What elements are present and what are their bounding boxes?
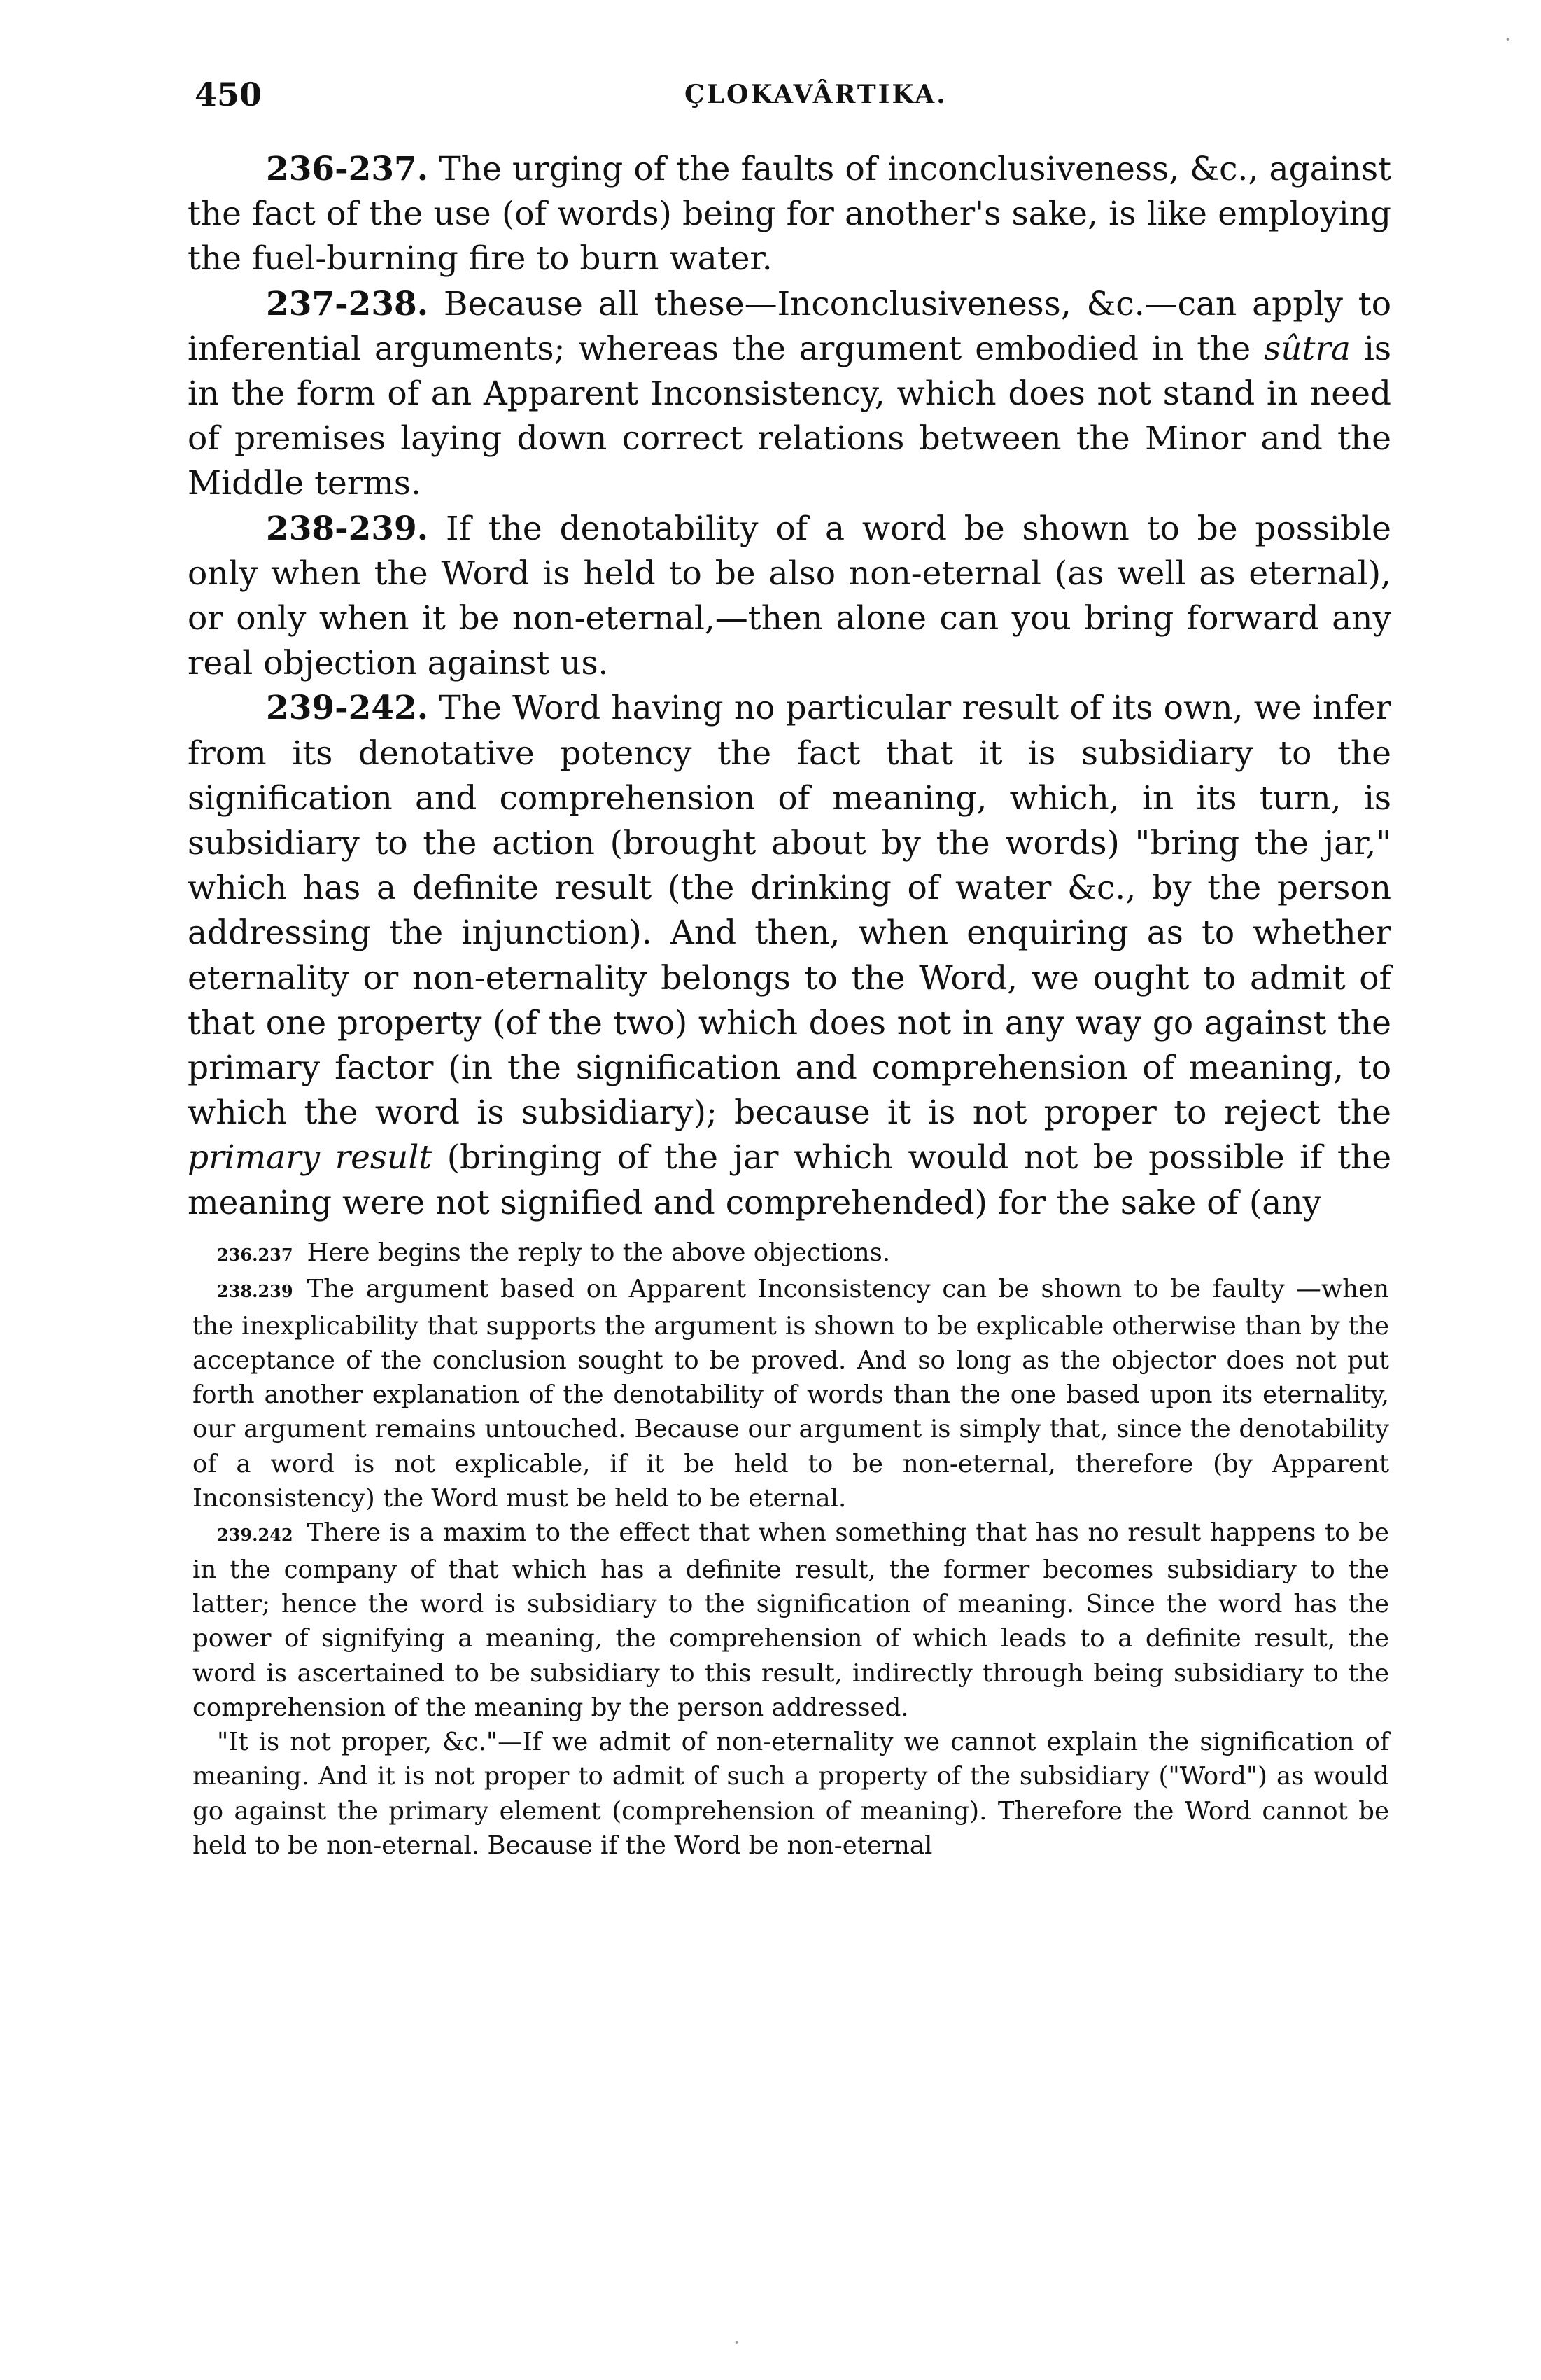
verse-paragraph: [188, 147, 1391, 282]
verse-text: is in the form of an Apparent Inconsistency, which does not stand in need of premises laying down correct relations between the Minor and the Middle terms.: [188, 329, 1392, 503]
verse-paragraph: [188, 282, 1391, 507]
verse-paragraph: [188, 686, 1391, 1225]
verse-text: The Word having no particular result of its own, we infer from its denotative potency the fact that it is subsidiary to the signification and comprehension of meaning, which, in its turn, is subsidiary to the action (brought about by the words) "bring the jar," which has a definite result (the drinking of water &c., by the person addressing the injunction). And then, when enquiring as to whether eternality or non-eternality belongs to the Word, we ought to admit of that one property (of the two) which does not in any way go against the primary factor (in the signification and comprehension of meaning, to which the word is subsidiary); because it is not proper to reject the: [188, 689, 1391, 1133]
footnote-number: 236.237: [217, 1245, 293, 1265]
page-header: [195, 76, 1384, 118]
footnote-text: Here begins the reply to the above objections.: [307, 1238, 891, 1267]
verse-text: The urging of the faults of inconclusiveness, &c., against the fact of the use (of words) being for another's sake, is like employing the fuel-burning fire to burn water.: [188, 150, 1391, 279]
italic-term: primary result: [188, 1138, 432, 1177]
footnote-number: 239.242: [217, 1525, 293, 1546]
footnote-text: "It is not proper, &c."—If we admit of non-eternality we cannot explain the signification of meaning. And it is not proper to admit of such a property of the subsidiary ("Word") as would go against the primary element (comprehension of meaning). Therefore the Word cannot be held to be non-eternal. Because if the Word be non-eternal: [192, 1728, 1389, 1861]
verse-number: 239-242.: [266, 689, 429, 728]
verse-paragraph: [188, 507, 1391, 687]
scan-mark: ·: [1505, 28, 1511, 51]
page-number: 450: [195, 76, 262, 113]
italic-term: sûtra: [1264, 329, 1351, 368]
footnote: [192, 1725, 1389, 1863]
verse-number: 238-239.: [266, 509, 429, 548]
footnote: [192, 1516, 1389, 1725]
verse-number: 236-237.: [266, 150, 429, 188]
main-text: [188, 147, 1391, 1226]
footnote-text: The argument based on Apparent Inconsistency can be shown to be faulty —when the inexplicability that supports the argument is shown to be explicable otherwise than by the acceptance of the conclusion sought to be proved. And so long as the objector does not put forth another explanation of the denotability of words than the one based upon its eternality, our argument remains untouched. Because our argument is simply that, since the denotability of a word is not explicable, if it be held to be non-eternal, therefore (by Apparent Inconsistency) the Word must be held to be eternal.: [192, 1275, 1389, 1513]
footnote-text: There is a maxim to the effect that when something that has no result happens to be in the company of that which has a definite result, the former becomes subsidiary to the latter; hence the word is subsidiary to the signification of meaning. Since the word has the power of signifying a meaning, the comprehension of which leads to a definite result, the word is ascertained to be subsidiary to this result, indirectly through being subsidiary to the comprehension of the meaning by the person addressed.: [192, 1518, 1389, 1722]
verse-text: If the denotability of a word be shown to be possible only when the Word is held to be also non-eternal (as well as eternal), or only when it be non-eternal,—then alone can you bring forward any real objection against us.: [188, 509, 1391, 683]
verse-text: Because all these—Inconclusiveness, &c.—can apply to inferential arguments; whereas the argument embodied in the: [188, 284, 1391, 368]
footnote: [192, 1272, 1389, 1516]
verse-number: 237-238.: [266, 284, 429, 323]
footnote-number: 238.239: [217, 1281, 293, 1302]
footnote: [192, 1236, 1389, 1272]
verse-text: (bringing of the jar which would not be possible if the meaning were not signified and comprehended) for the sake of (any: [188, 1138, 1392, 1222]
scan-mark: ·: [733, 2331, 740, 2354]
running-head: ÇLOKAVÂRTIKA.: [684, 80, 948, 109]
footnotes: [192, 1236, 1389, 1863]
